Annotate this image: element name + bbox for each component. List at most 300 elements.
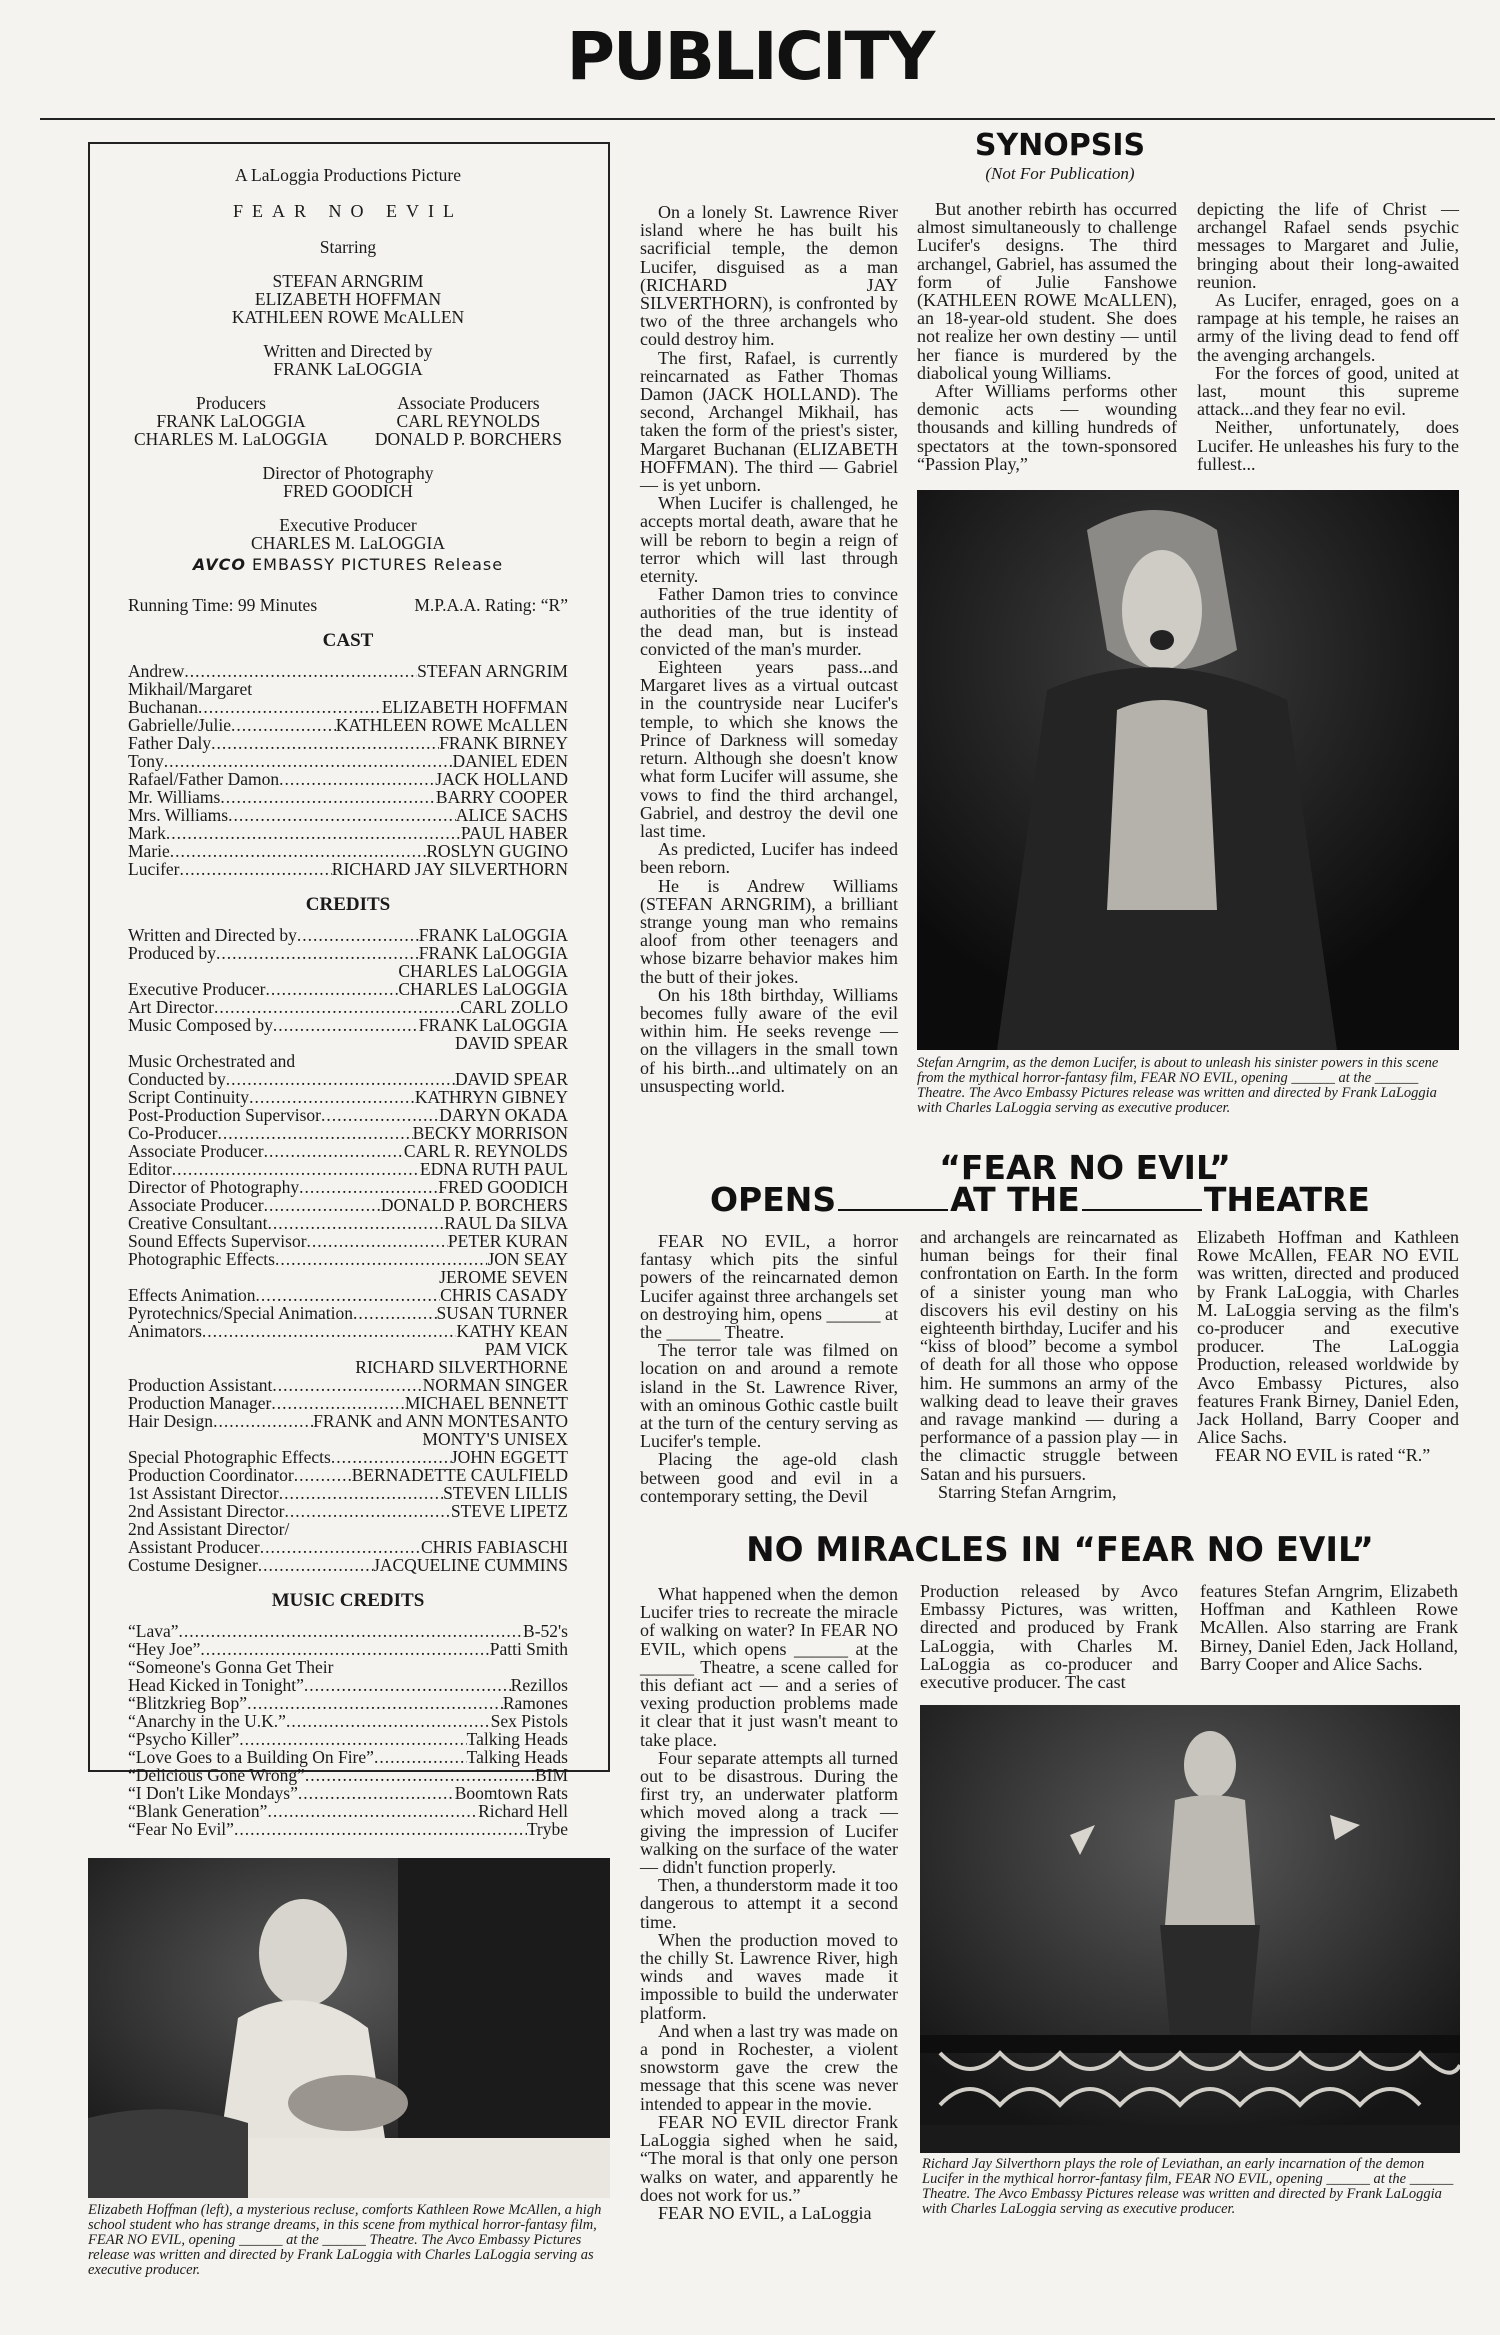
- credit-label: Post-Production Supervisor: [128, 1105, 321, 1125]
- credit-row: [128, 944, 568, 962]
- credit-row: [128, 1502, 568, 1520]
- credit-value: FRANK LaLOGGIA: [418, 925, 568, 945]
- music-row: [128, 1712, 568, 1730]
- credit-label: Written and Directed by: [128, 925, 297, 945]
- music-value: Rezillos: [510, 1675, 568, 1695]
- miracles-headline: NO MIRACLES IN “FEAR NO EVIL”: [746, 1530, 1374, 1570]
- music-label: “Love Goes to a Building On Fire”: [128, 1747, 374, 1767]
- credit-value: FRANK and ANN MONTESANTO: [313, 1411, 568, 1431]
- cast-row: [128, 734, 568, 752]
- credit-label: Associate Producer: [128, 1141, 264, 1161]
- credit-label: Art Director: [128, 997, 215, 1017]
- leader-dots: [184, 662, 417, 680]
- credit-row: [128, 1556, 568, 1574]
- credit-value: DARYN OKADA: [439, 1105, 568, 1125]
- credit-row: [128, 1088, 568, 1106]
- at-the-word: AT THE: [950, 1180, 1080, 1219]
- credit-label: Hair Design: [128, 1411, 214, 1431]
- paragraph: For the forces of good, united at last, mount this supreme attack...and they fear no evil.: [1197, 362, 1459, 420]
- assoc-producers-label: Associate Producers: [397, 393, 540, 413]
- credit-value: KATHY KEAN: [456, 1321, 568, 1341]
- music-row: [128, 1766, 568, 1784]
- credit-row: [128, 1358, 568, 1376]
- music-value: Talking Heads: [466, 1729, 568, 1749]
- cast-label: Buchanan: [128, 697, 198, 717]
- cast-label: Mark: [128, 823, 166, 843]
- leader-dots: [200, 1640, 489, 1658]
- leader-dots: [164, 752, 453, 770]
- credit-row: [128, 1394, 568, 1412]
- cast-row: [128, 698, 568, 716]
- credit-row: [128, 1538, 568, 1556]
- music-value: Trybe: [526, 1819, 568, 1839]
- paragraph: FEAR NO EVIL, a LaLoggia: [658, 2202, 872, 2223]
- leader-dots: [264, 1196, 381, 1214]
- credit-value: BERNADETTE CAULFIELD: [351, 1465, 568, 1485]
- credit-row: [128, 1070, 568, 1088]
- paragraph: On his 18th birthday, Williams becomes fully aware of the evil within him. He seeks revenge — on the villagers in the small town of his birth...and ultimately on an unsuspecting world.: [640, 984, 898, 1096]
- music-label: “Someone's Gonna Get Their: [128, 1657, 334, 1677]
- opens-column-2: [920, 1228, 1178, 1501]
- paragraph: FEAR NO EVIL is rated “R.”: [1215, 1445, 1431, 1466]
- credit-value: KATHRYN GIBNEY: [414, 1087, 568, 1107]
- cast-row: [128, 860, 568, 878]
- page-title: PUBLICITY: [566, 18, 934, 95]
- credit-label: Special Photographic Effects: [128, 1447, 331, 1467]
- cast-value: DANIEL EDEN: [452, 751, 568, 771]
- paragraph: FEAR NO EVIL director Frank LaLoggia sighed when he said, “The moral is that only one person walks on water, and apparently he does not work for us.”: [640, 2111, 898, 2205]
- opens-word: OPENS: [710, 1180, 837, 1219]
- credit-label: 2nd Assistant Director: [128, 1501, 285, 1521]
- leader-dots: [298, 1784, 455, 1802]
- credit-value: NORMAN SINGER: [422, 1375, 568, 1395]
- leader-dots: [172, 1160, 420, 1178]
- credit-label: Production Coordinator: [128, 1465, 294, 1485]
- leader-dots: [275, 1250, 488, 1268]
- cast-row: [128, 770, 568, 788]
- music-value: Talking Heads: [466, 1747, 568, 1767]
- photo-leviathan: [920, 1705, 1460, 2153]
- music-row: [128, 1730, 568, 1748]
- synopsis-subtitle: (Not For Publication): [985, 164, 1135, 183]
- leader-dots: [179, 1622, 524, 1640]
- credit-row: [128, 1214, 568, 1232]
- paragraph: When the production moved to the chilly St. Lawrence River, high winds and waves made it impossible to build the underwater platform.: [640, 1929, 898, 2023]
- paragraph: Starring Stefan Arngrim,: [938, 1481, 1117, 1502]
- producer-name: FRANK LaLOGGIA: [156, 411, 306, 431]
- opens-column-3: [1197, 1228, 1459, 1465]
- credit-label: Photographic Effects: [128, 1249, 275, 1269]
- paragraph: But another rebirth has occurred almost simultaneously to challenge Lucifer's designs. The third archangel, Gabriel, has assumed the form of Julie Fanshowe (KATHLEEN ROWE McALLEN), an 18-year-old student. She does not realize her own destiny — until her fiance is murdered by the diabolical young Williams.: [917, 199, 1177, 383]
- leader-dots: [260, 1538, 421, 1556]
- music-value: Richard Hell: [478, 1801, 568, 1821]
- paragraph: What happened when the demon Lucifer tries to recreate the miracle of walking on water? In FEAR NO EVIL, which opens ______ at the ______ Theatre, a scene called for this defiant act — and a series of vexing production problems made it clear that it just wasn't meant to take place.: [640, 1584, 898, 1750]
- music-value: Boomtown Rats: [454, 1783, 568, 1803]
- leader-dots: [266, 980, 399, 998]
- credit-row: [128, 1034, 568, 1052]
- paragraph: As Lucifer, enraged, goes on a rampage at his temple, he raises an army of the living dead to fend off the avenging archangels.: [1197, 290, 1459, 365]
- music-row: [128, 1658, 568, 1676]
- photo-lucifer-image: [917, 490, 1459, 1050]
- written-name: FRANK LaLOGGIA: [273, 359, 423, 379]
- credit-value: RAUL Da SILVA: [444, 1213, 568, 1233]
- credit-row: [128, 1232, 568, 1250]
- paragraph: Eighteen years pass...and Margaret lives as a virtual outcast in the countryside near Lucifer's temple, to which she knows the Prince of Darkness will someday return. Although she doesn't know what form Lucifer will assume, she vows to find the third archangel, Gabriel, and destroy the devil one last time.: [640, 657, 898, 841]
- cast-value: ALICE SACHS: [455, 805, 568, 825]
- credit-label: Editor: [128, 1159, 172, 1179]
- cast-row: [128, 806, 568, 824]
- leader-dots: [264, 1142, 404, 1160]
- runtime-rating: [128, 596, 568, 614]
- credit-row: [128, 1430, 568, 1448]
- dop-name: FRED GOODICH: [283, 481, 413, 501]
- leader-dots: [304, 1676, 511, 1694]
- paragraph: After Williams performs other demonic acts — wounding thousands and killing hundreds of spectators at the town-sponsored “Passion Play,”: [917, 381, 1177, 474]
- paragraph: And when a last try was made on a pond in Rochester, a violent snowstorm gave the crew the message that this scene was never intended to appear in the movie.: [640, 2020, 898, 2114]
- credit-label: Pyrotechnics/Special Animation: [128, 1303, 354, 1323]
- leader-dots: [247, 1694, 503, 1712]
- credit-label: 2nd Assistant Director/: [128, 1519, 290, 1539]
- leader-dots: [267, 1802, 478, 1820]
- cast-list: [128, 662, 568, 878]
- star-name: KATHLEEN ROWE McALLEN: [231, 307, 465, 327]
- credit-value: EDNA RUTH PAUL: [419, 1159, 568, 1179]
- music-label: “Psycho Killer”: [128, 1729, 240, 1749]
- cast-label: Gabrielle/Julie: [128, 715, 232, 735]
- photo-caption-leviathan: Richard Jay Silverthorn plays the role of Leviathan, an early incarnation of the demon Lucifer in the mythical horror-fantasy film, FEAR NO EVIL, opening ______ at the ______ Theatre. The Avco Embassy Pictures release was written and directed by Frank LaLoggia with Charles LaLoggia serving as executive producer.: [922, 2156, 1454, 2217]
- credit-label: Executive Producer: [128, 979, 266, 999]
- paragraph: Placing the age-old clash between good and evil in a contemporary setting, the Devil: [640, 1449, 898, 1506]
- leader-dots: [271, 1394, 404, 1412]
- music-list: [128, 1622, 568, 1838]
- leader-dots: [331, 1448, 451, 1466]
- credit-value: FRANK LaLOGGIA: [418, 943, 568, 963]
- music-row: [128, 1784, 568, 1802]
- cast-value: PAUL HABER: [460, 823, 568, 843]
- credit-row: [128, 1178, 568, 1196]
- credit-row: [128, 1106, 568, 1124]
- music-label: “Blitzkrieg Bop”: [128, 1693, 248, 1713]
- credit-row: [128, 1052, 568, 1070]
- leader-dots: [231, 716, 336, 734]
- cast-label: Lucifer: [128, 859, 180, 879]
- synopsis-column-2: [917, 200, 1177, 473]
- photo-leviathan-image: [920, 1705, 1460, 2153]
- music-value: Ramones: [502, 1693, 568, 1713]
- producers-block: [128, 394, 568, 448]
- credit-row: [128, 1250, 568, 1268]
- credit-row: [128, 980, 568, 998]
- credit-row: [128, 1016, 568, 1034]
- music-row: [128, 1802, 568, 1820]
- cast-row: [128, 824, 568, 842]
- music-value: Sex Pistols: [490, 1711, 568, 1731]
- credit-row: [128, 1142, 568, 1160]
- leader-dots: [166, 824, 461, 842]
- credit-row: [128, 926, 568, 944]
- leader-dots: [305, 1766, 535, 1784]
- release-text: EMBASSY PICTURES Release: [252, 555, 504, 574]
- leader-dots: [202, 1322, 456, 1340]
- credit-row: [128, 1466, 568, 1484]
- credit-value: RICHARD SILVERTHORNE: [355, 1357, 568, 1377]
- cast-row: [128, 680, 568, 698]
- photo-lucifer: [917, 490, 1459, 1050]
- credit-value: FRANK LaLOGGIA: [418, 1015, 568, 1035]
- credit-value: DAVID SPEAR: [455, 1069, 568, 1089]
- credit-label: Music Orchestrated and: [128, 1051, 296, 1071]
- written-label: Written and Directed by: [263, 341, 433, 361]
- music-row: [128, 1622, 568, 1640]
- credits-title: CREDITS: [305, 894, 391, 915]
- credit-value: JON SEAY: [487, 1249, 568, 1269]
- opens-headline-2: [710, 1180, 1490, 1219]
- credit-row: [128, 1286, 568, 1304]
- cast-value: JACK HOLLAND: [435, 769, 568, 789]
- release-line: [128, 556, 568, 574]
- credit-label: Assistant Producer: [128, 1537, 260, 1557]
- music-row: [128, 1748, 568, 1766]
- leader-dots: [273, 1016, 419, 1034]
- leader-dots: [321, 1106, 439, 1124]
- credit-value: BECKY MORRISON: [412, 1123, 568, 1143]
- credit-value: DAVID SPEAR: [455, 1033, 568, 1053]
- music-row: [128, 1694, 568, 1712]
- credit-row: [128, 1340, 568, 1358]
- credit-row: [128, 998, 568, 1016]
- credit-row: [128, 1448, 568, 1466]
- paragraph: On a lonely St. Lawrence River island where he has built his sacrificial temple, the demon Lucifer, disguised as a man (RICHARD JAY SILVERTHORN), is confronted by two of the three archangels who could destroy him.: [640, 202, 898, 350]
- music-label: “Blank Generation”: [128, 1801, 268, 1821]
- photo-caption-left: Elizabeth Hoffman (left), a mysterious recluse, comforts Kathleen Rowe McAllen, a high school student who has strange dreams, in this scene from mythical horror-fantasy film, FEAR NO EVIL, opening ______ at the ______ Theatre. The Avco Embassy Pictures release was written and directed by Frank LaLoggia with Charles LaLoggia serving as executive producer.: [88, 2202, 602, 2278]
- leader-dots: [216, 944, 419, 962]
- cast-label: Mrs. Williams: [128, 805, 229, 825]
- credit-row: [128, 1268, 568, 1286]
- credit-value: MONTY'S UNISEX: [422, 1429, 568, 1449]
- running-time: Running Time: 99 Minutes: [128, 595, 318, 615]
- opens-column-1: [640, 1232, 898, 1505]
- credit-label: Co-Producer: [128, 1123, 218, 1143]
- leader-dots: [294, 1466, 352, 1484]
- credit-label: Animators: [128, 1321, 202, 1341]
- opens-headline-1: “FEAR NO EVIL”: [939, 1148, 1231, 1187]
- leader-dots: [239, 1730, 466, 1748]
- paragraph: Production released by Avco Embassy Pictures, was written, directed and produced by Frank LaLoggia, with Charles M. LaLoggia as co-producer and executive producer. The cast: [920, 1581, 1178, 1693]
- credit-label: Associate Producer: [128, 1195, 264, 1215]
- blank-line: [1082, 1209, 1202, 1211]
- exec-name: CHARLES M. LaLOGGIA: [251, 533, 445, 553]
- credit-label: Production Manager: [128, 1393, 272, 1413]
- music-credits-title: MUSIC CREDITS: [271, 1590, 425, 1611]
- paragraph: Four separate attempts all turned out to be disastrous. During the first try, an underwater platform which moved along a track — giving the impression of Lucifer walking on the surface of the water — didn't function properly.: [640, 1747, 898, 1878]
- credit-value: CHARLES LaLOGGIA: [398, 979, 568, 999]
- music-label: “Lava”: [128, 1621, 179, 1641]
- cast-label: Marie: [128, 841, 170, 861]
- music-row: [128, 1676, 568, 1694]
- credit-row: [128, 1322, 568, 1340]
- leader-dots: [234, 1820, 527, 1838]
- miracles-column-3: [1200, 1582, 1458, 1673]
- leader-dots: [297, 926, 419, 944]
- exec-label: Executive Producer: [279, 515, 417, 535]
- music-value: BIM: [534, 1765, 568, 1785]
- leader-dots: [307, 1232, 448, 1250]
- synopsis-column-3: [1197, 200, 1459, 473]
- credit-label: Sound Effects Supervisor: [128, 1231, 307, 1251]
- paragraph: When Lucifer is challenged, he accepts mortal death, aware that he will be reborn to begin a reign of terror which will last through eternity.: [640, 493, 898, 587]
- credit-row: [128, 1304, 568, 1322]
- credit-label: Creative Consultant: [128, 1213, 268, 1233]
- cast-value: STEFAN ARNGRIM: [417, 661, 568, 681]
- credit-value: DONALD P. BORCHERS: [380, 1195, 568, 1215]
- photo-hoffman-mcallen-image: [88, 1858, 610, 2198]
- music-label: “Hey Joe”: [128, 1639, 201, 1659]
- credit-value: MICHAEL BENNETT: [404, 1393, 568, 1413]
- leader-dots: [299, 1178, 438, 1196]
- leader-dots: [220, 788, 436, 806]
- leader-dots: [198, 698, 382, 716]
- synopsis-title: SYNOPSIS: [974, 128, 1146, 163]
- music-row: [128, 1640, 568, 1658]
- leader-dots: [170, 842, 427, 860]
- leader-dots: [258, 1556, 373, 1574]
- cast-title: CAST: [322, 630, 374, 651]
- paragraph: He is Andrew Williams (STEFAN ARNGRIM), a brilliant strange young man who remains aloof from other teenagers and whose bizarre behavior makes him the butt of their jokes.: [640, 875, 898, 987]
- cast-row: [128, 716, 568, 734]
- cast-row: [128, 788, 568, 806]
- credit-value: CARL R. REYNOLDS: [403, 1141, 568, 1161]
- miracles-column-2: [920, 1582, 1178, 1691]
- music-label: “Delicious Gone Wrong”: [128, 1765, 305, 1785]
- blank-line: [838, 1209, 948, 1211]
- credit-row: [128, 1412, 568, 1430]
- credit-label: Music Composed by: [128, 1015, 273, 1035]
- credit-value: CARL ZOLLO: [460, 997, 568, 1017]
- cast-value: ROSLYN GUGINO: [426, 841, 568, 861]
- leader-dots: [286, 1712, 491, 1730]
- photo-caption-lucifer: Stefan Arngrim, as the demon Lucifer, is about to unleash his sinister powers in this scene from the mythical horror-fantasy film, FEAR NO EVIL, opening ______ at the ______ Theatre. The Avco Embassy Pictures release was written and directed by Frank LaLoggia with Charles LaLoggia serving as executive producer.: [917, 1055, 1439, 1116]
- credit-row: [128, 1196, 568, 1214]
- credit-label: Produced by: [128, 943, 216, 963]
- credit-value: SUSAN TURNER: [436, 1303, 568, 1323]
- photo-hoffman-mcallen: [88, 1858, 610, 2198]
- paragraph: depicting the life of Christ — archangel Rafael sends psychic messages to Margaret and Julie, bringing about their long-awaited reunion.: [1197, 199, 1459, 292]
- assoc-producer-name: DONALD P. BORCHERS: [374, 429, 562, 449]
- assoc-producer-name: CARL REYNOLDS: [396, 411, 541, 431]
- cast-value: RICHARD JAY SILVERTHORN: [331, 859, 568, 879]
- leader-dots: [279, 770, 435, 788]
- paragraph: Neither, unfortunately, does Lucifer. He unleashes his fury to the fullest...: [1197, 417, 1459, 474]
- paragraph: As predicted, Lucifer has indeed been reborn.: [640, 839, 898, 878]
- pretitle: A LaLoggia Productions Picture: [234, 165, 461, 185]
- cast-label: Rafael/Father Damon: [128, 769, 280, 789]
- cast-row: [128, 662, 568, 680]
- cast-value: ELIZABETH HOFFMAN: [381, 697, 568, 717]
- credit-value: STEVE LIPETZ: [450, 1501, 568, 1521]
- credit-label: 1st Assistant Director: [128, 1483, 279, 1503]
- cast-row: [128, 752, 568, 770]
- cast-label: Father Daly: [128, 733, 212, 753]
- paragraph: Father Damon tries to convince authorities of the true identity of the dead man, but is instead convicted of the man's murder.: [640, 584, 898, 659]
- music-label: “Anarchy in the U.K.”: [128, 1711, 286, 1731]
- credit-value: CHRIS CASADY: [440, 1285, 568, 1305]
- cast-value: FRANK BIRNEY: [439, 733, 568, 753]
- leader-dots: [285, 1502, 451, 1520]
- paragraph: The terror tale was filmed on location on and around a remote island in the St. Lawrence River, with an ominous Gothic castle built at the turn of the century serving as Lucifer's temple.: [640, 1340, 898, 1452]
- paragraph: Then, a thunderstorm made it too dangerous to attempt it a second time.: [640, 1875, 898, 1932]
- cast-label: Mikhail/Margaret: [128, 679, 253, 699]
- credit-value: PAM VICK: [484, 1339, 568, 1359]
- leader-dots: [217, 1124, 412, 1142]
- credit-value: FRED GOODICH: [438, 1177, 568, 1197]
- credit-value: JACQUELINE CUMMINS: [373, 1555, 568, 1575]
- synopsis-column-1: [640, 203, 898, 1095]
- film-title: FEAR NO EVIL: [233, 201, 463, 221]
- star-name: ELIZABETH HOFFMAN: [254, 289, 442, 309]
- credit-row: [128, 1376, 568, 1394]
- music-label: “Fear No Evil”: [128, 1819, 234, 1839]
- leader-dots: [228, 806, 456, 824]
- leader-dots: [374, 1748, 467, 1766]
- leader-dots: [353, 1304, 437, 1322]
- credit-row: [128, 1124, 568, 1142]
- credits-list: [128, 926, 568, 1574]
- paragraph: features Stefan Arngrim, Elizabeth Hoffman and Kathleen Rowe McAllen. Also starring are Frank Birney, Daniel Eden, Jack Holland, Barry Cooper and Alice Sachs.: [1200, 1581, 1458, 1674]
- credit-value: CHRIS FABIASCHI: [421, 1537, 568, 1557]
- leader-dots: [256, 1286, 441, 1304]
- credit-row: [128, 1520, 568, 1538]
- leader-dots: [211, 734, 439, 752]
- cast-label: Mr. Williams: [128, 787, 221, 807]
- starring-label: Starring: [319, 237, 377, 257]
- credit-value: PETER KURAN: [447, 1231, 568, 1251]
- credit-value: CHARLES LaLOGGIA: [398, 961, 568, 981]
- producers-label: Producers: [195, 393, 266, 413]
- credits-box: [88, 142, 610, 1839]
- credit-label: Script Continuity: [128, 1087, 250, 1107]
- credit-row: [128, 1160, 568, 1178]
- credit-row: [128, 962, 568, 980]
- credit-row: [128, 1484, 568, 1502]
- dop-label: Director of Photography: [262, 463, 434, 483]
- leader-dots: [272, 1376, 422, 1394]
- leader-dots: [226, 1070, 455, 1088]
- leader-dots: [214, 998, 460, 1016]
- miracles-column-1: [640, 1585, 898, 2222]
- music-label: Head Kicked in Tonight”: [128, 1675, 304, 1695]
- music-value: Patti Smith: [489, 1639, 568, 1659]
- theatre-word: THEATRE: [1203, 1180, 1370, 1219]
- leader-dots: [268, 1214, 445, 1232]
- star-name: STEFAN ARNGRIM: [272, 271, 424, 291]
- cast-value: BARRY COOPER: [435, 787, 568, 807]
- credit-value: JOHN EGGETT: [450, 1447, 568, 1467]
- music-row: [128, 1820, 568, 1838]
- leader-dots: [279, 1484, 443, 1502]
- music-value: B-52's: [523, 1621, 568, 1641]
- paragraph: FEAR NO EVIL, a horror fantasy which pits the sinful powers of the reincarnated demon Lucifer against three archangels set on destroying him, opens ______ at the ______ Theatre.: [640, 1231, 898, 1343]
- cast-value: KATHLEEN ROWE McALLEN: [335, 715, 568, 735]
- cast-row: [128, 842, 568, 860]
- credit-value: STEVEN LILLIS: [443, 1483, 568, 1503]
- credit-label: Director of Photography: [128, 1177, 300, 1197]
- leader-dots: [249, 1088, 415, 1106]
- avco-logo: AVCO: [192, 555, 246, 574]
- producer-name: CHARLES M. LaLOGGIA: [134, 429, 328, 449]
- header-rule: [40, 118, 1495, 120]
- paragraph: Elizabeth Hoffman and Kathleen Rowe McAllen, FEAR NO EVIL was written, directed and produced by Frank LaLoggia, with Charles M. LaLoggia serving as the film's co-producer and executive producer. The LaLoggia Production, released worldwide by Avco Embassy Pictures, also features Frank Birney, Daniel Eden, Jack Holland, Barry Cooper and Alice Sachs.: [1197, 1227, 1459, 1448]
- credit-label: Conducted by: [128, 1069, 226, 1089]
